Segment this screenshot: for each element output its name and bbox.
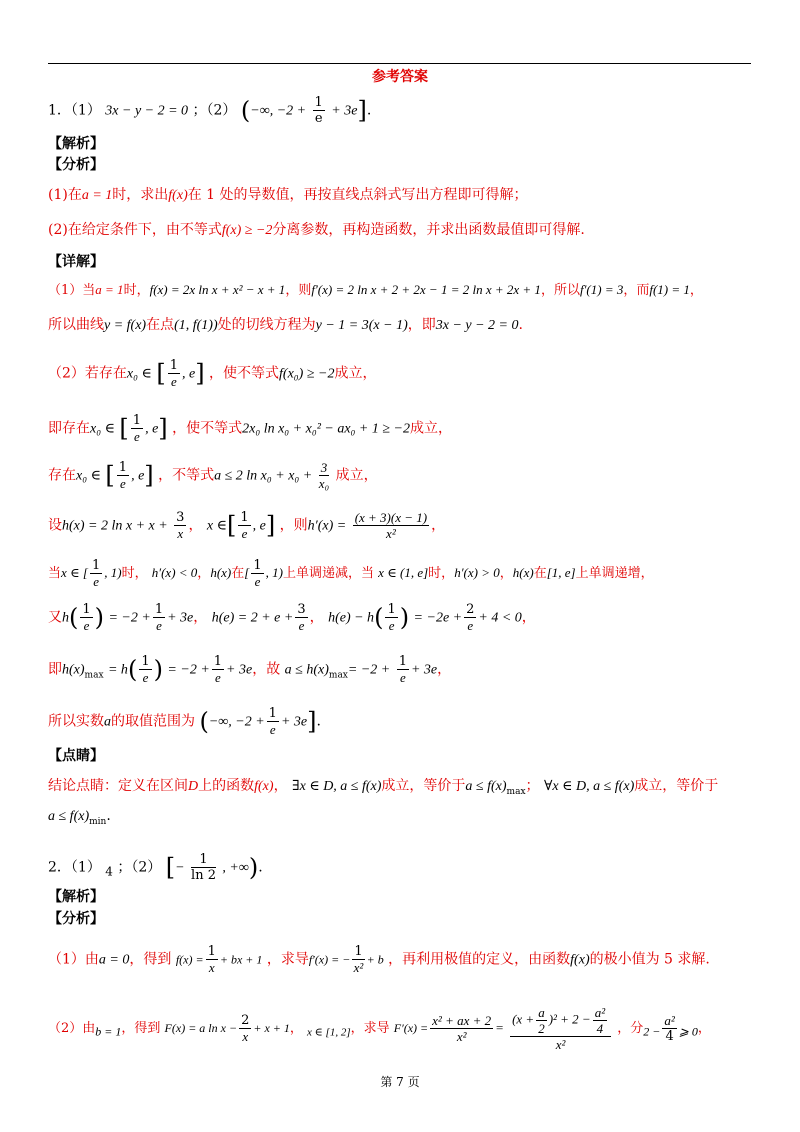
q2-fenxi-line1: （1）由a = 0，得到 f(x) = $\frac{1}{x}$ + bx + 1 ，求导f′(x) = − $\frac{1}{\text{x²}}$ + b ，再利用极值的定义，由函数f(x)的极小值为 5 求解. <box>48 944 710 975</box>
page-title: 参考答案 <box>372 69 428 85</box>
q2-fenxi-tag: 【分析】 <box>48 911 104 927</box>
q1-answer-line: 1．（1） 3x − y − 2 = 0 ；（2） (−∞, −2 + $\frac{1}{e}$ + 3e]. <box>48 95 372 126</box>
q1-detail-line2: 所以曲线y = f(x)在点(1, f(1))处的切线方程为y − 1 = 3(x − 1)，即3x − y − 2 = 0. <box>48 317 523 333</box>
q1-fenxi-tag: 【分析】 <box>48 157 104 173</box>
q2-answer-line: 2．（1） $_4$ ；（2） [− $\frac{1}{\ln 2}$ , +∞). <box>48 852 263 883</box>
q1-dianjing-tag: 【点睛】 <box>48 748 104 764</box>
q1-detail-line1: （1）当a = 1时，f(x) = 2x ln x + x² − x + 1，则f′(x) = 2 ln x + 2 + 2x − 1 = 2 ln x + 2x + 1，所以f′(1) = 3，而f(1) = 1， <box>48 282 703 298</box>
q1-dianjing-line1: 结论点睛：定义在区间D上的函数f(x)， ∃x ∈ D, a ≤ f(x)成立，等价于$a \le f(x)_{max}$； ∀x ∈ D, a ≤ f(x)成立，等价于 <box>48 778 719 797</box>
q1-detail-line10: 所以实数a的取值范围为 (−∞, −2 + $\frac{1}{e}$ + 3e]. <box>48 706 321 737</box>
q2-fenxi-line2: （2）由$_{b = 1}$，得到 F(x) = a ln x − $\frac{2}{x}$ + x + 1， $_{x \in [1, 2]}$，求导 F′(x) = $\frac{\text{x² + ax + 2}}{\text{x²}}$ = (x + $\frac{a}{2}$ )² + 2 − $\frac{\text{a²}}{4}$ x² ，分$_{2 -}$ $\frac{\text{a²}}{4}$ $_{⩾ 0}$， <box>48 1005 711 1052</box>
q2-jiexi-tag: 【解析】 <box>48 889 104 905</box>
q1-detail-line7: 当x ∈ [ $\frac{1}{e}$ , 1)时， h′(x) < 0，h(x)在[ $\frac{1}{e}$ , 1)上单调递减，当 x ∈ (1, e]时，h′(x) > 0，h(x)在[1, e]上单调递增， <box>48 558 654 589</box>
q1-fenxi-p1: (1)在a = 1时，求出f(x)在 1 处的导数值，再按直线点斜式写出方程即可得解； <box>48 187 528 203</box>
q1-fenxi-p2: (2)在给定条件下，由不等式f(x) ≥ −2分离参数，再构造函数，并求出函数最值即可得解. <box>48 222 585 238</box>
header-rule <box>48 63 751 64</box>
q1-detail-line8: 又h( $\frac{1}{e}$ ) = −2 + $\frac{1}{e}$ + 3e， h(e) = 2 + e + $\frac{3}{e}$ ， h(e) − h( $\frac{1}{e}$ ) = −2e + $\frac{2}{e}$ + 4 < 0， <box>48 602 536 633</box>
q1-detail-line9: 即$h(x)_{max} = h$( $\frac{1}{e}$ ) = −2 + $\frac{1}{e}$ + 3e，故 $a \le h(x)_{max}= -2$ + $\frac{1}{e}$ + 3e， <box>48 654 452 685</box>
q1-xiangjie-tag: 【详解】 <box>48 254 104 270</box>
q1-detail-line4: 即存在x₀ ∈ [ $\frac{1}{e}$ , e] ，使不等式2x₀ ln x₀ + x₀² − ax₀ + 1 ≥ −2成立， <box>48 413 452 444</box>
q1-jiexi-tag: 【解析】 <box>48 136 104 152</box>
page-number: 第 7 页 <box>380 1075 420 1089</box>
q1-detail-line3: （2）若存在x₀ ∈ [ $\frac{1}{e}$ , e] ，使不等式f(x₀) ≥ −2成立， <box>48 358 377 389</box>
q1-dianjing-line2: $a \le f(x)_{min}$. <box>48 808 111 827</box>
q1-detail-line6: 设h(x) = 2 ln x + x + $\frac{3}{x}$ ， x ∈[ $\frac{1}{e}$ , e] ，则h′(x) = $\frac{(x + 3)(x - 1)}{\text{x²}}$ ， <box>48 510 446 541</box>
q1-detail-line5: 存在x₀ ∈ [ $\frac{1}{e}$ , e] ，不等式a ≤ 2 ln x₀ + x₀ + $\frac{3}{\text{x₀}}$ 成立， <box>48 460 378 491</box>
